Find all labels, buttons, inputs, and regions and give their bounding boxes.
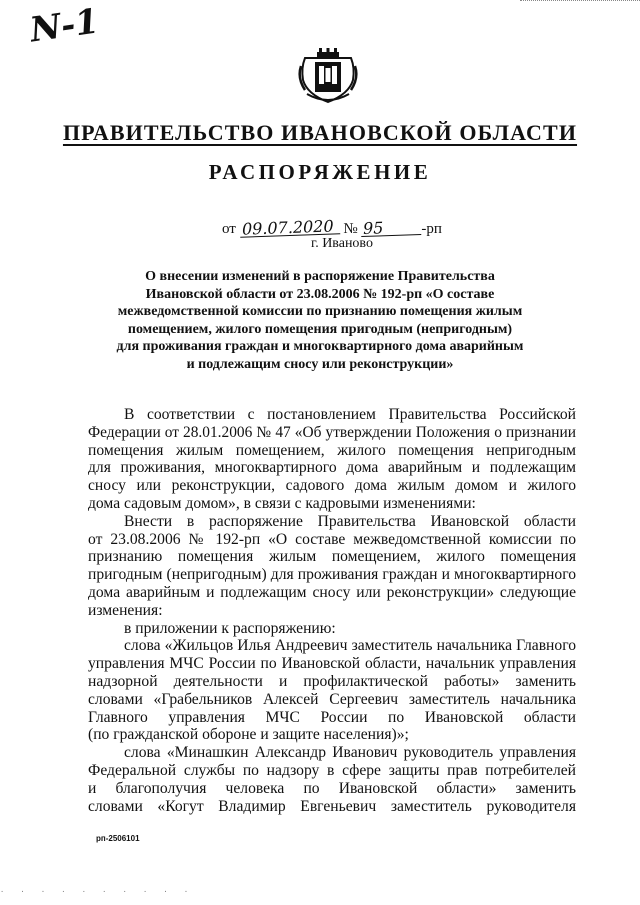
number-prefix: № [343, 221, 358, 237]
body-line: признанию помещения жилым помещением, жилого помещения [88, 548, 576, 566]
body-line: Федеральной службы по надзору в сфере защиты прав потребителей [88, 761, 576, 779]
subject-line: О внесении изменений в распоряжение Правительства [145, 269, 495, 284]
body-line: сносу или реконструкции, садового дома жилым домом и жилого [88, 477, 576, 495]
body-line: Федерации от 28.01.2006 № 47 «Об утверждении Положения о признании [88, 423, 576, 441]
body-line: словами «Грабельников Алексей Сергеевич заместитель начальника [88, 690, 576, 708]
subject-line: Ивановской области от 23.08.2006 № 192-рп «О составе [145, 286, 495, 302]
handwritten-number: 95 [361, 219, 422, 237]
body-line: слова «Жильцов Илья Андреевич заместитель начальника Главного [124, 637, 576, 655]
body-line: изменения: [88, 601, 163, 619]
city: г. Иваново [311, 236, 373, 251]
subject-line: межведомственной комиссии по признанию помещения жилым [117, 304, 523, 319]
handwritten-mark: N-1 [27, 1, 102, 51]
body-line: Внести в распоряжение Правительства Ивановской области [124, 512, 576, 530]
scan-artifact-bottom: · · · · · · · · · · [0, 888, 195, 894]
body-line: (по гражданской обороне и защите населения)»; [88, 726, 409, 744]
number-suffix: -рп [421, 221, 442, 237]
subject-line: для проживания граждан и многоквартирного дома аварийным [116, 339, 524, 354]
date-prefix: от [222, 221, 236, 237]
scan-artifact-top [520, 0, 640, 5]
subject-line: помещением, жилого помещения пригодным (непригодным) [127, 321, 513, 337]
document-code: рп-2506101 [96, 834, 140, 843]
body-line: словами «Когут Владимир Евгеньевич заместитель руководителя [88, 797, 576, 815]
body-line: и благополучия человека по Ивановской области» заменить [88, 779, 576, 797]
body-line: пригодным (непригодным) для проживания граждан и многоквартирного [88, 566, 576, 584]
body-line: дома садовым домом», в связи с кадровыми изменениями: [88, 494, 476, 512]
body-line: от 23.08.2006 № 192-рп «О составе межведомственной комиссии по [88, 530, 576, 548]
body-line: помещения жилым помещением, жилого помещения непригодным [88, 441, 576, 459]
body-line: надзорной деятельности и профилактической работы» заменить [88, 672, 576, 690]
body-line: дома аварийным и подлежащим сносу или реконструкции» следующие [88, 583, 576, 601]
document-type: РАСПОРЯЖЕНИЕ [208, 160, 432, 184]
body-line: Главного управления МЧС России по Ивановской области [88, 708, 576, 726]
body-line: слова «Минашкин Александр Иванович руководитель управления [124, 744, 576, 762]
body-text [88, 406, 576, 815]
subject-line: и подлежащим сносу или реконструкции» [186, 356, 454, 372]
body-line: в приложении к распоряжению: [124, 619, 336, 637]
body-line: управления МЧС России по Ивановской области, начальник управления [88, 655, 576, 673]
subject-heading [60, 268, 580, 373]
ivanovo-coat-of-arms-icon [297, 48, 359, 104]
body-line: для проживания, многоквартирного дома аварийным и подлежащим [88, 459, 576, 477]
handwritten-date: 09.07.2020 [239, 218, 339, 237]
body-line: В соответствии с постановлением Правительства Российской [124, 406, 576, 423]
government-title: ПРАВИТЕЛЬСТВО ИВАНОВСКОЙ ОБЛАСТИ [62, 120, 578, 145]
